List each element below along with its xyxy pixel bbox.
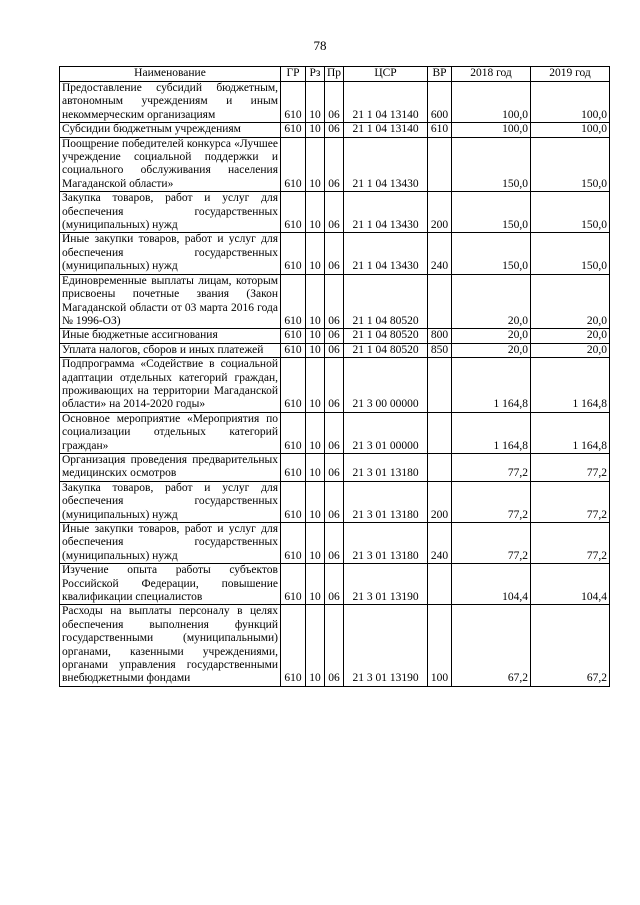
header-name: Наименование	[60, 67, 281, 82]
cell-gr: 610	[281, 481, 306, 522]
cell-gr: 610	[281, 274, 306, 329]
cell-2019: 20,0	[531, 329, 610, 343]
cell-name: Расходы на выплаты персоналу в целях обеспечения выполнения функций государственными (муниципальными) органами, казенными учреждениями, органами управления государственными внебюджетными фондами	[60, 605, 281, 686]
cell-2019: 77,2	[531, 481, 610, 522]
cell-2019: 104,4	[531, 564, 610, 605]
cell-rz: 10	[306, 523, 325, 564]
cell-pr: 06	[325, 605, 344, 686]
cell-name: Иные бюджетные ассигнования	[60, 329, 281, 343]
cell-vr: 240	[428, 523, 452, 564]
cell-vr: 850	[428, 343, 452, 357]
table-row	[60, 343, 610, 357]
table-row	[60, 523, 610, 564]
cell-vr	[428, 137, 452, 192]
cell-vr	[428, 358, 452, 413]
cell-2019: 100,0	[531, 82, 610, 123]
cell-csr: 21 1 04 80520	[344, 329, 428, 343]
cell-name: Основное мероприятие «Мероприятия по социализации отдельных категорий граждан»	[60, 412, 281, 453]
table-row	[60, 564, 610, 605]
cell-2018: 77,2	[452, 453, 531, 481]
cell-rz: 10	[306, 564, 325, 605]
cell-rz: 10	[306, 481, 325, 522]
table-row	[60, 137, 610, 192]
cell-rz: 10	[306, 358, 325, 413]
cell-2019: 67,2	[531, 605, 610, 686]
cell-pr: 06	[325, 233, 344, 274]
cell-name: Предоставление субсидий бюджетным, автономным учреждениям и иным некоммерческим организациям	[60, 82, 281, 123]
cell-name: Поощрение победителей конкурса «Лучшее учреждение социальной поддержки и социального обслуживания населения Магаданской области»	[60, 137, 281, 192]
cell-gr: 610	[281, 412, 306, 453]
cell-vr: 100	[428, 605, 452, 686]
header-pr: Пр	[325, 67, 344, 82]
cell-2019: 1 164,8	[531, 412, 610, 453]
cell-2018: 77,2	[452, 481, 531, 522]
header-csr: ЦСР	[344, 67, 428, 82]
table-header-row	[60, 67, 610, 82]
cell-2019: 77,2	[531, 523, 610, 564]
cell-csr: 21 3 01 13180	[344, 523, 428, 564]
table-row	[60, 192, 610, 233]
cell-pr: 06	[325, 274, 344, 329]
header-vr: ВР	[428, 67, 452, 82]
cell-gr: 610	[281, 523, 306, 564]
cell-csr: 21 3 01 13180	[344, 481, 428, 522]
cell-gr: 610	[281, 192, 306, 233]
table-row	[60, 605, 610, 686]
cell-gr: 610	[281, 605, 306, 686]
cell-rz: 10	[306, 137, 325, 192]
cell-2018: 150,0	[452, 233, 531, 274]
cell-2019: 150,0	[531, 192, 610, 233]
cell-rz: 10	[306, 343, 325, 357]
cell-2018: 20,0	[452, 274, 531, 329]
cell-2019: 20,0	[531, 274, 610, 329]
cell-2018: 104,4	[452, 564, 531, 605]
cell-pr: 06	[325, 453, 344, 481]
header-gr: ГР	[281, 67, 306, 82]
cell-gr: 610	[281, 358, 306, 413]
cell-csr: 21 1 04 13430	[344, 137, 428, 192]
cell-csr: 21 1 04 13140	[344, 123, 428, 137]
cell-name: Изучение опыта работы субъектов Российской Федерации, повышение квалификации специалистов	[60, 564, 281, 605]
header-rz: Рз	[306, 67, 325, 82]
cell-name: Субсидии бюджетным учреждениям	[60, 123, 281, 137]
cell-2018: 100,0	[452, 82, 531, 123]
cell-pr: 06	[325, 481, 344, 522]
cell-2019: 150,0	[531, 233, 610, 274]
cell-rz: 10	[306, 605, 325, 686]
cell-2019: 100,0	[531, 123, 610, 137]
cell-gr: 610	[281, 82, 306, 123]
cell-2018: 100,0	[452, 123, 531, 137]
table-body	[60, 82, 610, 687]
cell-csr: 21 1 04 13430	[344, 192, 428, 233]
table-row	[60, 358, 610, 413]
cell-vr: 240	[428, 233, 452, 274]
table-row	[60, 82, 610, 123]
cell-pr: 06	[325, 358, 344, 413]
cell-csr: 21 1 04 13430	[344, 233, 428, 274]
cell-2018: 1 164,8	[452, 412, 531, 453]
cell-vr	[428, 453, 452, 481]
cell-2019: 150,0	[531, 137, 610, 192]
table-row	[60, 123, 610, 137]
cell-csr: 21 1 04 80520	[344, 343, 428, 357]
cell-vr	[428, 564, 452, 605]
table-row	[60, 412, 610, 453]
cell-rz: 10	[306, 453, 325, 481]
cell-vr	[428, 274, 452, 329]
cell-pr: 06	[325, 412, 344, 453]
cell-csr: 21 1 04 13140	[344, 82, 428, 123]
cell-2018: 77,2	[452, 523, 531, 564]
cell-gr: 610	[281, 329, 306, 343]
cell-vr	[428, 412, 452, 453]
cell-2018: 1 164,8	[452, 358, 531, 413]
cell-2018: 150,0	[452, 192, 531, 233]
cell-pr: 06	[325, 137, 344, 192]
cell-gr: 610	[281, 123, 306, 137]
table-row	[60, 329, 610, 343]
cell-2018: 20,0	[452, 329, 531, 343]
cell-csr: 21 3 01 13190	[344, 605, 428, 686]
cell-2018: 150,0	[452, 137, 531, 192]
cell-pr: 06	[325, 82, 344, 123]
cell-name: Уплата налогов, сборов и иных платежей	[60, 343, 281, 357]
page-number: 78	[313, 38, 327, 53]
table-row	[60, 233, 610, 274]
cell-pr: 06	[325, 329, 344, 343]
cell-gr: 610	[281, 453, 306, 481]
cell-rz: 10	[306, 82, 325, 123]
cell-gr: 610	[281, 343, 306, 357]
cell-pr: 06	[325, 343, 344, 357]
cell-name: Закупка товаров, работ и услуг для обеспечения государственных (муниципальных) нужд	[60, 192, 281, 233]
cell-vr: 610	[428, 123, 452, 137]
cell-rz: 10	[306, 412, 325, 453]
cell-pr: 06	[325, 564, 344, 605]
cell-gr: 610	[281, 233, 306, 274]
cell-vr: 200	[428, 192, 452, 233]
cell-pr: 06	[325, 523, 344, 564]
cell-2019: 20,0	[531, 343, 610, 357]
header-2018: 2018 год	[452, 67, 531, 82]
cell-csr: 21 3 01 00000	[344, 412, 428, 453]
cell-name: Единовременные выплаты лицам, которым присвоены почетные звания (Закон Магаданской области от 03 марта 2016 года № 1996-ОЗ)	[60, 274, 281, 329]
cell-name: Иные закупки товаров, работ и услуг для обеспечения государственных (муниципальных) нужд	[60, 233, 281, 274]
budget-table	[59, 66, 610, 687]
cell-rz: 10	[306, 329, 325, 343]
cell-rz: 10	[306, 192, 325, 233]
cell-2018: 67,2	[452, 605, 531, 686]
cell-gr: 610	[281, 137, 306, 192]
cell-vr: 200	[428, 481, 452, 522]
cell-pr: 06	[325, 123, 344, 137]
cell-vr: 600	[428, 82, 452, 123]
cell-vr: 800	[428, 329, 452, 343]
cell-2019: 77,2	[531, 453, 610, 481]
cell-gr: 610	[281, 564, 306, 605]
cell-rz: 10	[306, 123, 325, 137]
table-row	[60, 453, 610, 481]
cell-name: Закупка товаров, работ и услуг для обеспечения государственных (муниципальных) нужд	[60, 481, 281, 522]
table-row	[60, 274, 610, 329]
cell-name: Подпрограмма «Содействие в социальной адаптации отдельных категорий граждан, проживающих на территории Магаданской области» на 2014-2020 годы»	[60, 358, 281, 413]
table-row	[60, 481, 610, 522]
cell-csr: 21 3 00 00000	[344, 358, 428, 413]
header-2019: 2019 год	[531, 67, 610, 82]
cell-pr: 06	[325, 192, 344, 233]
cell-rz: 10	[306, 274, 325, 329]
cell-name: Иные закупки товаров, работ и услуг для обеспечения государственных (муниципальных) нужд	[60, 523, 281, 564]
cell-2018: 20,0	[452, 343, 531, 357]
cell-csr: 21 1 04 80520	[344, 274, 428, 329]
cell-2019: 1 164,8	[531, 358, 610, 413]
cell-csr: 21 3 01 13190	[344, 564, 428, 605]
cell-csr: 21 3 01 13180	[344, 453, 428, 481]
cell-rz: 10	[306, 233, 325, 274]
cell-name: Организация проведения предварительных медицинских осмотров	[60, 453, 281, 481]
